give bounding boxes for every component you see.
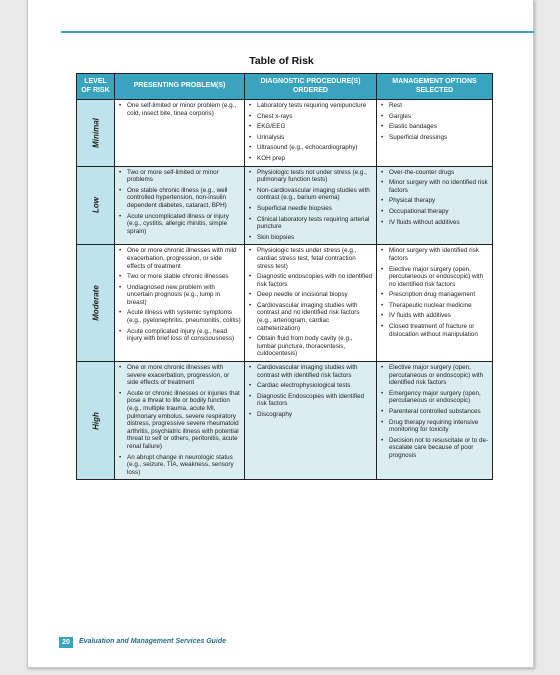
list-item: • Over-the-counter drugs (380, 169, 489, 177)
header-management: MANAGEMENT OPTIONS SELECTED (377, 74, 493, 100)
list-item: • EKG/EEG (248, 123, 373, 131)
management-list (380, 169, 489, 227)
management-list (380, 102, 489, 141)
list-item: • Undiagnosed new problem with uncertain prognosis (e.g., lump in breast) (118, 284, 241, 307)
procedures-cell (245, 362, 377, 480)
risk-level-cell (77, 100, 115, 167)
list-item: • Physiologic tests not under stress (e.g., pulmonary function tests) (248, 169, 373, 184)
procedures-list (248, 102, 373, 163)
list-item: • One self-limited or minor problem (e.g., cold, insect bite, tinea corporis) (118, 102, 241, 117)
list-item: • Two or more self-limited or minor problems (118, 169, 241, 184)
management-list (380, 247, 489, 338)
problems-list (118, 102, 241, 117)
list-item: • An abrupt change in neurologic status (e.g., seizure, TIA, weakness, sensory loss) (118, 454, 241, 477)
list-item: • Prescription drug management (380, 291, 489, 299)
list-item: • Diagnostic endoscopies with no identified risk factors (248, 273, 373, 288)
problems-list (118, 247, 241, 343)
list-item: • Deep needle or incisional biopsy (248, 291, 373, 299)
risk-level-label: Minimal (91, 117, 100, 148)
header-problems: PRESENTING PROBLEM(S) (115, 74, 245, 100)
table-row (77, 100, 493, 167)
list-item: • Acute or chronic illnesses or injuries that pose a threat to life or bodily function (e.g., multiple trauma, acute MI, pulmonary embolus, severe respiratory distress, progressive severe rheumatoid arthritis, psychiatric illness with potential threat to self or others, peritonitis, acute renal failure) (118, 390, 241, 451)
list-item: • Parenteral controlled substances (380, 408, 489, 416)
list-item: • Two or more stable chronic illnesses (118, 273, 241, 281)
list-item: • Emergency major surgery (open, percutaneous or endoscopic) (380, 390, 489, 405)
list-item: • Acute illness with systemic symptoms (e.g., pyelonephritis, pneumonitis, colitis) (118, 309, 241, 324)
list-item: • Cardiovascular imaging studies with contrast and no identified risk factors (e.g., arteriogram, cardiac catheterization) (248, 302, 373, 332)
list-item: • Therapeutic nuclear medicine (380, 302, 489, 310)
problems-cell (115, 362, 245, 480)
list-item: • IV fluids without additives (380, 219, 489, 227)
table-header-row (77, 74, 493, 100)
header-rule (61, 31, 534, 33)
list-item: • Chest x-rays (248, 113, 373, 121)
problems-list (118, 169, 241, 236)
problems-cell (115, 245, 245, 362)
risk-table (76, 73, 493, 480)
header-level: LEVEL OF RISK (77, 74, 115, 100)
list-item: • Superficial needle biopsies (248, 205, 373, 213)
list-item: • Occupational therapy (380, 208, 489, 216)
list-item: • One or more chronic illnesses with mild exacerbation, progression, or side effects of treatment (118, 247, 241, 270)
management-cell (377, 362, 493, 480)
list-item: • Ultrasound (e.g., echocardiography) (248, 144, 373, 152)
list-item: • Elective major surgery (open, percutaneous or endoscopic) with identified risk factors (380, 364, 489, 387)
problems-cell (115, 100, 245, 167)
document-page (27, 0, 534, 668)
procedures-list (248, 364, 373, 419)
list-item: • Elective major surgery (open, percutaneous or endoscopic) with no identified risk factors (380, 266, 489, 289)
management-cell (377, 166, 493, 245)
list-item: • Laboratory tests requiring venipuncture (248, 102, 373, 110)
risk-level-label: Low (91, 197, 100, 214)
list-item: • Clinical laboratory tests requiring arterial puncture (248, 216, 373, 231)
page-number: 20 (59, 637, 73, 648)
list-item: • Gargles (380, 113, 489, 121)
list-item: • Elastic bandages (380, 123, 489, 131)
risk-level-cell (77, 362, 115, 480)
list-item: • KOH prep (248, 155, 373, 163)
procedures-list (248, 169, 373, 242)
table-row (77, 245, 493, 362)
problems-list (118, 364, 241, 476)
list-item: • Obtain fluid from body cavity (e.g., lumbar puncture, thoracentesis, culdocentesis) (248, 335, 373, 358)
list-item: • One or more chronic illnesses with severe exacerbation, progression, or side effects of treatment (118, 364, 241, 387)
list-item: • Physiologic tests under stress (e.g., cardiac stress test, fetal contraction stress test) (248, 247, 373, 270)
risk-level-label: High (91, 411, 100, 430)
risk-level-label: Moderate (91, 285, 100, 321)
procedures-cell (245, 166, 377, 245)
list-item: • Decision not to resuscitate or to de-escalate care because of poor prognosis (380, 437, 489, 460)
list-item: • One stable chronic illness (e.g., well controlled hypertension, non-insulin dependent diabetes, cataract, BPH) (118, 187, 241, 210)
management-list (380, 364, 489, 460)
management-cell (377, 100, 493, 167)
procedures-cell (245, 245, 377, 362)
list-item: • Minor surgery with identified risk factors (380, 247, 489, 262)
list-item: • Cardiovascular imaging studies with contrast with identified risk factors (248, 364, 373, 379)
list-item: • Diagnostic Endoscopies with identified risk factors (248, 393, 373, 408)
table-row (77, 362, 493, 480)
procedures-list (248, 247, 373, 358)
list-item: • Superficial dressings (380, 134, 489, 142)
list-item: • Cardiac electrophysiological tests (248, 382, 373, 390)
management-cell (377, 245, 493, 362)
list-item: • Closed treatment of fracture or dislocation without manipulation (380, 323, 489, 338)
list-item: • Non-cardiovascular imaging studies with contrast (e.g., barium enema) (248, 187, 373, 202)
procedures-cell (245, 100, 377, 167)
risk-level-cell (77, 166, 115, 245)
list-item: • Acute complicated injury (e.g., head injury with brief loss of consciousness) (118, 328, 241, 343)
header-procedures: DIAGNOSTIC PROCEDURE(S) ORDERED (245, 74, 377, 100)
list-item: • Discography (248, 411, 373, 419)
list-item: • Urinalysis (248, 134, 373, 142)
list-item: • IV fluids with additives (380, 312, 489, 320)
list-item: • Minor surgery with no identified risk factors (380, 179, 489, 194)
list-item: • Acute uncomplicated illness or injury (e.g., cystitis, allergic rhinitis, simple sprain) (118, 213, 241, 236)
problems-cell (115, 166, 245, 245)
footer-title: Evaluation and Management Services Guide (79, 638, 227, 645)
page-title: Table of Risk (249, 55, 314, 67)
list-item: • Rest (380, 102, 489, 110)
list-item: • Drug therapy requiring intensive monitoring for toxicity (380, 419, 489, 434)
list-item: • Skin biopsies (248, 234, 373, 242)
list-item: • Physical therapy (380, 197, 489, 205)
risk-level-cell (77, 245, 115, 362)
table-row (77, 166, 493, 245)
